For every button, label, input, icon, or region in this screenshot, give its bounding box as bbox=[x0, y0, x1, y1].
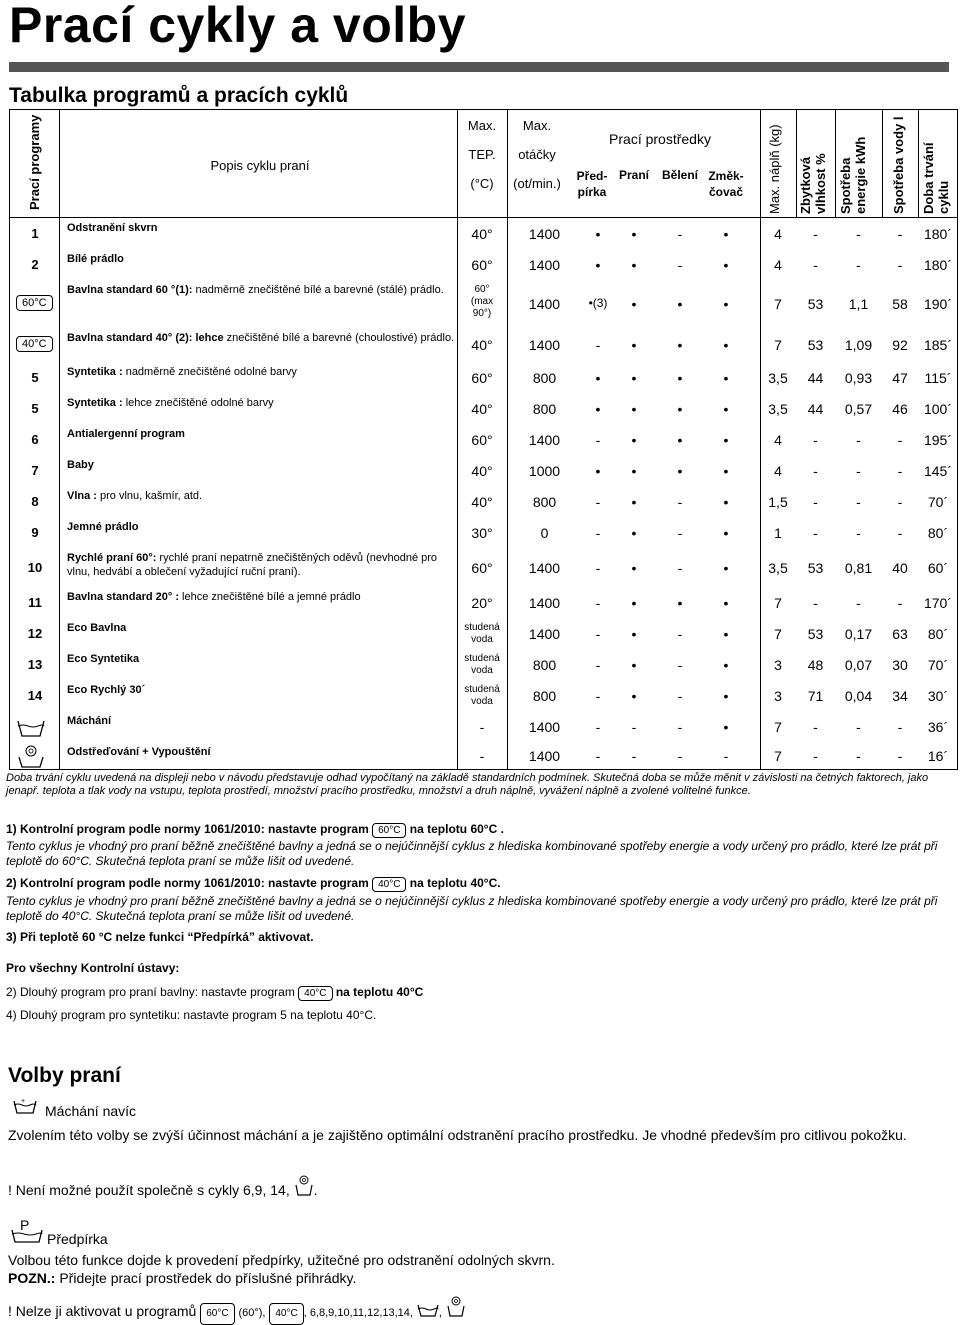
table-row bbox=[10, 680, 957, 711]
cell-temp: 60° bbox=[471, 432, 493, 448]
cell-water: 47 bbox=[892, 370, 908, 386]
cell-wash: - bbox=[631, 748, 637, 764]
temp-60-icon: 60°C bbox=[372, 823, 406, 838]
title-rule bbox=[9, 62, 949, 72]
cell-load: 3,5 bbox=[768, 370, 788, 386]
cell-pre: • bbox=[595, 370, 601, 386]
cell-pre: - bbox=[595, 748, 601, 764]
cell-soft: • bbox=[723, 370, 729, 386]
row-number: 13 bbox=[27, 657, 43, 672]
rinse-text: Zvolením této volby se zvýší účinnost máchání a je zajištěno optimální odstranění pracího prostředku. Je vhodné především pro citlivou pokožku. bbox=[8, 1127, 907, 1143]
cell-spin: 800 bbox=[532, 494, 557, 510]
row-number: 14 bbox=[27, 688, 43, 703]
temp-40-icon: 40°C bbox=[372, 877, 406, 892]
cell-wash: • bbox=[631, 401, 637, 417]
cell-wash: • bbox=[631, 337, 637, 353]
cell-bleach: • bbox=[677, 401, 683, 417]
cell-soft: • bbox=[723, 401, 729, 417]
temp-40-icon: 40°C bbox=[269, 1303, 303, 1325]
cell-temp: 60° bbox=[471, 560, 493, 576]
program-description: Antialergenní program bbox=[67, 428, 185, 440]
cell-wash: • bbox=[631, 432, 637, 448]
temp-40-icon: 40°C bbox=[16, 334, 53, 352]
cell-hum: - bbox=[813, 595, 818, 611]
cell-soft: • bbox=[723, 463, 729, 479]
cell-soft: - bbox=[723, 748, 729, 764]
prewash-title: Předpírka bbox=[47, 1231, 108, 1247]
cell-pre: - bbox=[595, 688, 601, 704]
cell-water: - bbox=[897, 432, 903, 448]
header-duration: Doba trvání cyklu bbox=[921, 142, 951, 214]
cell-wash: • bbox=[631, 257, 637, 273]
cell-temp: 40° bbox=[471, 494, 493, 510]
cell-temp: studená voda bbox=[464, 622, 500, 645]
cell-bleach: • bbox=[677, 595, 683, 611]
header-description: Popis cyklu praní bbox=[210, 158, 310, 173]
cell-hum: - bbox=[813, 748, 818, 764]
table-row bbox=[10, 362, 957, 393]
cell-spin: 0 bbox=[540, 525, 549, 541]
cell-pre: - bbox=[595, 560, 601, 576]
cell-water: - bbox=[897, 525, 903, 541]
long-cotton-program: 2) Dlouhý program pro praní bavlny: nastavte program 40°C na teplotu 40°C bbox=[6, 985, 424, 999]
cell-dur: 70´ bbox=[927, 657, 949, 673]
temp-40-icon: 40°C bbox=[298, 986, 332, 1001]
cell-water: - bbox=[897, 226, 903, 242]
cell-energy: - bbox=[856, 494, 861, 510]
cell-wash: • bbox=[631, 494, 637, 510]
cell-pre: • bbox=[595, 257, 601, 273]
header-softener: Změk- čovač bbox=[708, 169, 744, 199]
cell-wash: • bbox=[631, 626, 637, 642]
row-number: 5 bbox=[31, 370, 39, 385]
cell-energy: - bbox=[856, 432, 861, 448]
cell-energy: - bbox=[856, 463, 861, 479]
spin-icon bbox=[294, 1175, 314, 1201]
prewash-text: Volbou této funkce dojde k provedení předpírky, užitečné pro odstranění odolných skvrn. bbox=[8, 1252, 555, 1268]
row-number: 11 bbox=[28, 595, 42, 610]
table-row bbox=[10, 517, 957, 548]
cell-water: - bbox=[897, 748, 903, 764]
program-table bbox=[9, 109, 958, 770]
cell-bleach: • bbox=[677, 337, 683, 353]
cell-hum: 53 bbox=[807, 337, 824, 353]
table-row bbox=[10, 587, 957, 618]
cell-temp: 60° bbox=[471, 257, 493, 273]
svg-text:+: + bbox=[21, 1098, 26, 1105]
cell-hum: - bbox=[813, 257, 818, 273]
header-humidity: Zbytková vlhkost % bbox=[798, 153, 828, 214]
svg-text:P: P bbox=[20, 1218, 30, 1233]
cell-load: 7 bbox=[774, 719, 782, 735]
header-wash: Praní bbox=[618, 168, 649, 182]
cell-pre: - bbox=[595, 719, 601, 735]
program-description: Odstřeďování + Vypouštění bbox=[67, 746, 211, 758]
cell-energy: 0,17 bbox=[844, 626, 873, 642]
cell-energy: 0,93 bbox=[844, 370, 873, 386]
cell-wash: • bbox=[631, 688, 637, 704]
cell-bleach: - bbox=[677, 560, 683, 576]
cell-load: 3,5 bbox=[768, 401, 788, 417]
cell-hum: 44 bbox=[807, 401, 824, 417]
program-description: Baby bbox=[67, 459, 94, 471]
cell-energy: - bbox=[856, 595, 861, 611]
cell-dur: 16´ bbox=[927, 748, 949, 764]
cell-bleach: - bbox=[677, 525, 683, 541]
cell-wash: • bbox=[631, 296, 637, 312]
header-bleach: Bělení bbox=[661, 168, 698, 182]
cell-spin: 1400 bbox=[528, 595, 561, 611]
cell-load: 7 bbox=[774, 296, 782, 312]
cell-load: 4 bbox=[774, 463, 782, 479]
cell-load: 7 bbox=[774, 626, 782, 642]
cell-temp: studená voda bbox=[464, 684, 500, 707]
cell-spin: 1400 bbox=[528, 432, 561, 448]
cell-bleach: • bbox=[677, 463, 683, 479]
cell-bleach: • bbox=[677, 370, 683, 386]
table-row bbox=[10, 711, 957, 742]
cell-hum: - bbox=[813, 226, 818, 242]
header-energy: Spotřeba energie kWh bbox=[838, 136, 868, 214]
cell-soft: • bbox=[723, 296, 729, 312]
cell-bleach: - bbox=[677, 657, 683, 673]
cell-temp: - bbox=[479, 719, 485, 735]
cell-energy: 0,81 bbox=[844, 560, 873, 576]
cell-dur: 80´ bbox=[927, 525, 949, 541]
cell-hum: - bbox=[813, 719, 818, 735]
cell-load: 3,5 bbox=[768, 560, 788, 576]
cell-hum: 48 bbox=[807, 657, 824, 673]
table-row bbox=[10, 455, 957, 486]
program-description: Vlna : pro vlnu, kašmír, atd. bbox=[67, 490, 203, 502]
cell-spin: 1400 bbox=[528, 296, 561, 312]
cell-energy: - bbox=[856, 719, 861, 735]
cell-soft: • bbox=[723, 657, 729, 673]
cell-wash: • bbox=[631, 463, 637, 479]
cell-temp: - bbox=[479, 748, 485, 764]
cell-load: 4 bbox=[774, 257, 782, 273]
cell-water: 30 bbox=[892, 657, 908, 673]
cell-pre: • bbox=[595, 463, 601, 479]
program-description: Bavlna standard 40° (2): lehce znečištěné bílé a barevné (choulostivé) prádlo. bbox=[67, 332, 455, 344]
page-title: Prací cykly a volby bbox=[9, 0, 467, 53]
cell-bleach: - bbox=[677, 748, 683, 764]
cell-dur: 190´ bbox=[923, 296, 953, 312]
header-max-spin: Max. otáčky (ot/min.) bbox=[513, 118, 561, 191]
program-description: Bavlna standard 20° : lehce znečištěné bílé a jemné prádlo bbox=[67, 591, 361, 603]
cell-load: 4 bbox=[774, 226, 782, 242]
cell-dur: 180´ bbox=[923, 226, 953, 242]
cell-bleach: - bbox=[677, 257, 683, 273]
cell-wash: • bbox=[631, 657, 637, 673]
cell-bleach: • bbox=[677, 432, 683, 448]
cell-dur: 180´ bbox=[923, 257, 953, 273]
cell-water: - bbox=[897, 595, 903, 611]
cell-spin: 1400 bbox=[528, 626, 561, 642]
cell-bleach: • bbox=[677, 296, 683, 312]
cell-soft: • bbox=[723, 432, 729, 448]
control-program-3: 3) Při teplotě 60 °C nelze funkci “Předpírká” aktivovat. bbox=[6, 930, 314, 944]
program-description: Bavlna standard 60 °(1): nadměrně znečištěné bílé a barevné (stálé) prádlo. bbox=[67, 284, 444, 296]
program-description: Syntetika : lehce znečištěné odolné barvy bbox=[67, 397, 274, 409]
cell-wash: • bbox=[631, 370, 637, 386]
program-description: Eco Bavlna bbox=[67, 622, 127, 634]
cell-load: 1,5 bbox=[768, 494, 788, 510]
cell-water: - bbox=[897, 257, 903, 273]
spin-icon bbox=[446, 1296, 466, 1322]
table-row bbox=[10, 249, 957, 280]
temp-60-icon: 60°C bbox=[200, 1303, 234, 1325]
program-description: Máchání bbox=[67, 715, 112, 727]
cell-bleach: - bbox=[677, 719, 683, 735]
cell-dur: 170´ bbox=[923, 595, 953, 611]
cell-load: 1 bbox=[774, 525, 782, 541]
cell-load: 3 bbox=[774, 688, 782, 704]
table-row bbox=[10, 649, 957, 680]
spin-icon bbox=[16, 745, 46, 774]
header-prewash: Před- pírka bbox=[576, 169, 608, 199]
cell-hum: - bbox=[813, 432, 818, 448]
prewash-icon bbox=[10, 1218, 44, 1249]
table-row bbox=[10, 618, 957, 649]
cell-water: - bbox=[897, 719, 903, 735]
cell-dur: 60´ bbox=[927, 560, 949, 576]
cell-hum: 71 bbox=[807, 688, 824, 704]
cell-load: 4 bbox=[774, 432, 782, 448]
cell-soft: • bbox=[723, 525, 729, 541]
header-programs: Prací programy bbox=[27, 114, 42, 210]
cell-pre: - bbox=[595, 337, 601, 353]
cell-soft: • bbox=[723, 257, 729, 273]
cell-pre: - bbox=[595, 595, 601, 611]
rinse-icon bbox=[16, 716, 46, 743]
cell-pre: •(3) bbox=[588, 296, 608, 310]
row-number: 8 bbox=[31, 494, 39, 509]
cell-spin: 800 bbox=[532, 688, 557, 704]
cell-energy: - bbox=[856, 226, 861, 242]
program-description: Rychlé praní 60°: rychlé praní nepatrně znečištěných oděvů (nevhodné pro vlnu, hedvábí a oblečení vyžadující ruční praní). bbox=[67, 552, 438, 578]
table-title: Tabulka programů a pracích cyklů bbox=[9, 84, 349, 107]
program-description: Jemné prádlo bbox=[67, 521, 139, 533]
cell-temp: 60° bbox=[471, 370, 493, 386]
options-title: Volby praní bbox=[8, 1064, 121, 1087]
header-max-load: Max. náplň (kg) bbox=[767, 124, 782, 214]
cell-energy: 1,09 bbox=[844, 337, 873, 353]
cell-temp: 20° bbox=[471, 595, 493, 611]
cell-load: 7 bbox=[774, 595, 782, 611]
table-row bbox=[10, 393, 957, 424]
cell-hum: - bbox=[813, 494, 818, 510]
cell-soft: • bbox=[723, 560, 729, 576]
cell-temp: 40° bbox=[471, 463, 493, 479]
cell-water: 58 bbox=[892, 296, 908, 312]
cell-bleach: - bbox=[677, 226, 683, 242]
cell-bleach: - bbox=[677, 688, 683, 704]
cell-load: 7 bbox=[774, 337, 782, 353]
rinse-warning: ! Není možné použít společně s cykly 6,9, 14, . bbox=[8, 1175, 948, 1201]
cell-wash: • bbox=[631, 560, 637, 576]
cell-energy: 0,07 bbox=[844, 657, 873, 673]
cell-spin: 800 bbox=[532, 370, 557, 386]
cell-soft: • bbox=[723, 626, 729, 642]
cell-spin: 1400 bbox=[528, 337, 561, 353]
cell-soft: • bbox=[723, 719, 729, 735]
cell-dur: 70´ bbox=[927, 494, 949, 510]
cell-soft: • bbox=[723, 494, 729, 510]
cell-spin: 1400 bbox=[528, 257, 561, 273]
table-row bbox=[10, 280, 957, 328]
control-program-2-text: Tento cyklus je vhodný pro praní běžně znečištěné bavlny a jedná se o nejúčinnější cyklus z hlediska kombinované spotřeby energie a vody určený pro prádlo, které lze prát při teplotě do 40°C. Skutečná teplota praní se může lišit od uvedené. bbox=[6, 894, 938, 923]
cell-hum: 44 bbox=[807, 370, 824, 386]
prewash-warning: ! Nelze ji aktivovat u programů 60°C (60°), 40°C , 6,8,9,10,11,12,13,14, , bbox=[8, 1296, 948, 1325]
program-description: Eco Rychlý 30´ bbox=[67, 684, 146, 696]
table-row bbox=[10, 742, 957, 770]
cell-temp: studená voda bbox=[464, 653, 500, 676]
cell-hum: 53 bbox=[807, 626, 824, 642]
cell-dur: 36´ bbox=[927, 719, 949, 735]
cell-soft: • bbox=[723, 595, 729, 611]
cell-spin: 1400 bbox=[528, 719, 561, 735]
control-program-1-text: Tento cyklus je vhodný pro praní běžně znečištěné bavlny a jedná se o nejúčinnější cyklus z hlediska kombinované spotřeby energie a vody určený pro prádlo, které lze prát při teplotě do 60°C. Skutečná teplota praní se může lišit od uvedené. bbox=[6, 839, 938, 868]
program-description: Bílé prádlo bbox=[67, 253, 124, 265]
cell-water: - bbox=[897, 463, 903, 479]
cell-dur: 145´ bbox=[923, 463, 953, 479]
cell-water: 46 bbox=[892, 401, 908, 417]
cell-dur: 100´ bbox=[923, 401, 953, 417]
cell-temp: 30° bbox=[471, 525, 493, 541]
table-row bbox=[10, 218, 957, 249]
disclaimer-note: Doba trvání cyklu uvedená na displeji nebo v návodu představuje odhad vypočítaný na základě standardních podmínek. Skutečná doba se může měnit v závislosti na četných faktorech, jako jenapř. teplota a tlak vody na vstupu, teplota prostředí, množství pracího prostředku, množství a druh náplně, vyvážení náplně a zvolené volitelné funkce. bbox=[6, 772, 929, 797]
rinse-icon bbox=[417, 1302, 439, 1322]
program-description: Odstranění skvrn bbox=[67, 222, 158, 234]
cell-hum: - bbox=[813, 525, 818, 541]
row-number: 7 bbox=[31, 463, 39, 478]
row-number: 12 bbox=[27, 626, 43, 641]
cell-wash: • bbox=[631, 226, 637, 242]
table-row bbox=[10, 486, 957, 517]
cell-energy: 0,04 bbox=[844, 688, 873, 704]
cell-dur: 30´ bbox=[927, 688, 949, 704]
cell-pre: - bbox=[595, 494, 601, 510]
cell-dur: 195´ bbox=[923, 432, 953, 448]
table-vline bbox=[835, 110, 836, 217]
cell-energy: - bbox=[856, 525, 861, 541]
cell-pre: - bbox=[595, 525, 601, 541]
cell-pre: - bbox=[595, 626, 601, 642]
table-vline bbox=[796, 110, 797, 217]
cell-soft: • bbox=[723, 337, 729, 353]
cell-dur: 185´ bbox=[923, 337, 953, 353]
cell-spin: 1400 bbox=[528, 226, 561, 242]
header-max-temp: Max. TEP. (°C) bbox=[467, 118, 497, 191]
cell-dur: 80´ bbox=[927, 626, 949, 642]
cell-soft: • bbox=[723, 226, 729, 242]
cell-dur: 115´ bbox=[924, 370, 952, 386]
cell-wash: • bbox=[631, 525, 637, 541]
cell-wash: • bbox=[631, 595, 637, 611]
table-row bbox=[10, 548, 957, 587]
cell-hum: - bbox=[813, 463, 818, 479]
cell-spin: 1000 bbox=[528, 463, 561, 479]
rinse-title: Máchání navíc bbox=[45, 1103, 137, 1119]
cell-energy: - bbox=[856, 257, 861, 273]
cell-spin: 800 bbox=[532, 401, 557, 417]
cell-hum: 53 bbox=[807, 560, 824, 576]
long-synth-program: 4) Dlouhý program pro syntetiku: nastavte program 5 na teplotu 40°C. bbox=[6, 1008, 377, 1022]
cell-water: 40 bbox=[892, 560, 908, 576]
control-program-2: 2) Kontrolní program podle normy 1061/2010: nastavte program 40°C na teplotu 40°C. bbox=[6, 876, 501, 890]
cell-water: 63 bbox=[892, 626, 908, 642]
prewash-note: POZN.: Přidejte prací prostředek do příslušné přihrádky. bbox=[8, 1270, 357, 1286]
rinse-icon bbox=[12, 1097, 38, 1120]
cell-energy: 1,1 bbox=[848, 296, 869, 312]
cell-spin: 800 bbox=[532, 657, 557, 673]
cell-bleach: - bbox=[677, 494, 683, 510]
temp-60-icon: 60°C bbox=[16, 293, 53, 311]
cell-water: - bbox=[897, 494, 903, 510]
row-number: 5 bbox=[31, 401, 39, 416]
cell-pre: - bbox=[595, 432, 601, 448]
cell-pre: • bbox=[595, 401, 601, 417]
cell-wash: - bbox=[631, 719, 637, 735]
header-water: Spotřeba vody l bbox=[891, 116, 906, 214]
cell-water: 92 bbox=[892, 337, 908, 353]
cell-temp: 60° (max 90°) bbox=[470, 284, 494, 319]
program-description: Syntetika : nadměrně znečištěné odolné barvy bbox=[67, 366, 297, 378]
cell-temp: 40° bbox=[471, 226, 493, 242]
table-vline bbox=[918, 110, 919, 217]
cell-bleach: - bbox=[677, 626, 683, 642]
cell-temp: 40° bbox=[471, 401, 493, 417]
cell-pre: - bbox=[595, 657, 601, 673]
cell-spin: 1400 bbox=[528, 748, 561, 764]
row-number: 9 bbox=[31, 525, 39, 540]
program-description: Eco Syntetika bbox=[67, 653, 140, 665]
cell-water: 34 bbox=[892, 688, 908, 704]
table-row bbox=[10, 424, 957, 455]
table-vline bbox=[882, 110, 883, 217]
all-control-heading: Pro všechny Kontrolní ústavy: bbox=[6, 961, 180, 975]
cell-hum: 53 bbox=[807, 296, 824, 312]
row-number: 6 bbox=[31, 432, 39, 447]
header-detergents: Prací prostředky bbox=[609, 131, 711, 147]
cell-pre: • bbox=[595, 226, 601, 242]
cell-load: 7 bbox=[774, 748, 782, 764]
row-number: 1 bbox=[31, 226, 39, 241]
cell-energy: - bbox=[856, 748, 861, 764]
cell-energy: 0,57 bbox=[844, 401, 873, 417]
row-number: 2 bbox=[31, 257, 39, 272]
cell-spin: 1400 bbox=[528, 560, 561, 576]
cell-load: 3 bbox=[774, 657, 782, 673]
control-program-1: 1) Kontrolní program podle normy 1061/2010: nastavte program 60°C na teplotu 60°C . bbox=[6, 822, 504, 836]
table-row bbox=[10, 328, 957, 362]
cell-temp: 40° bbox=[471, 337, 493, 353]
row-number: 10 bbox=[27, 560, 43, 575]
cell-soft: • bbox=[723, 688, 729, 704]
